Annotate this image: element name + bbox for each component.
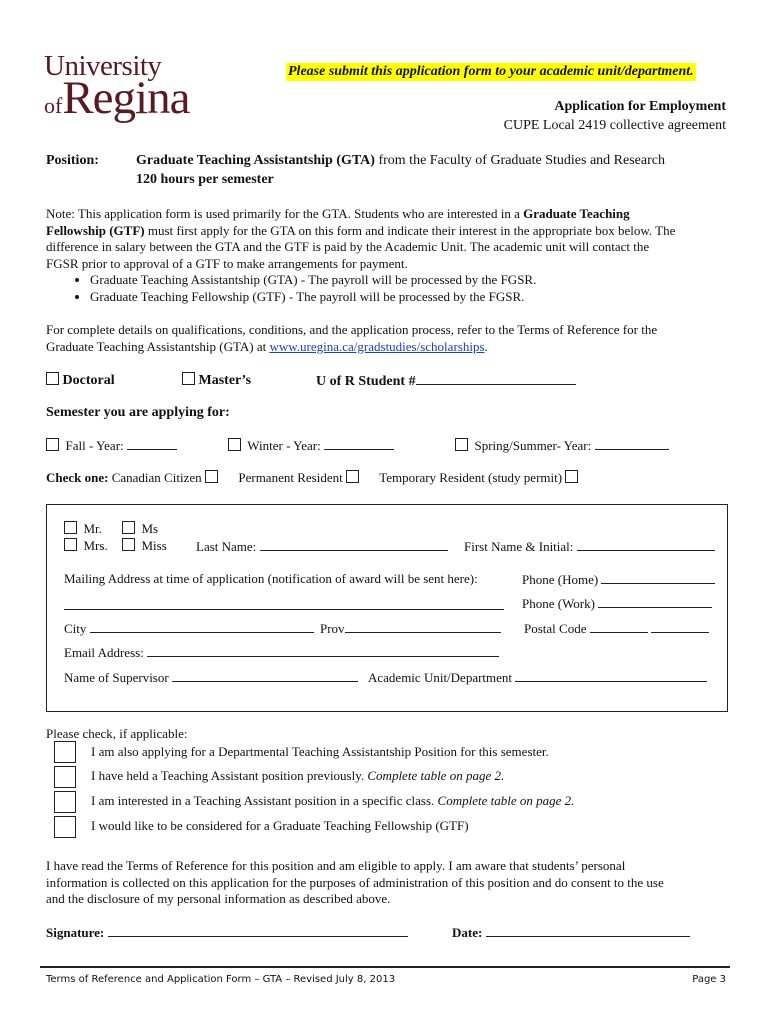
fall-option — [46, 437, 177, 454]
applicable-item-3 — [91, 793, 574, 809]
declaration-line-3: and the disclosure of my personal information as described above. — [46, 891, 391, 906]
applicable-note-3: Complete table on page 2. — [437, 793, 575, 808]
prov-label: Prov — [320, 621, 345, 636]
submit-notice: Please submit this application form to your academic unit/department. — [288, 64, 694, 79]
winter-checkbox[interactable] — [228, 438, 241, 451]
ms-option — [122, 521, 158, 537]
phone-work-field — [522, 595, 712, 612]
fall-year-input[interactable] — [127, 437, 177, 450]
supervisor-field — [64, 669, 358, 686]
spring-label: Spring/Summer- Year: — [474, 438, 592, 453]
applicable-checkbox-4[interactable] — [54, 816, 76, 838]
mr-label: Mr. — [83, 521, 102, 536]
date-field — [452, 924, 690, 941]
prov-field — [320, 620, 501, 637]
mrs-label: Mrs. — [83, 538, 108, 553]
city-input[interactable] — [90, 620, 314, 633]
details-text-2: Graduate Teaching Assistantship (GTA) at — [46, 338, 270, 354]
temporary-checkbox[interactable] — [565, 470, 578, 483]
applicable-checkbox-3[interactable] — [54, 791, 76, 813]
applicable-item-4 — [91, 818, 469, 834]
postal-code-input-1[interactable] — [590, 620, 648, 633]
phone-home-field — [522, 571, 715, 588]
semester-heading: Semester you are applying for: — [46, 405, 230, 420]
spring-checkbox[interactable] — [455, 438, 468, 451]
date-input[interactable] — [486, 924, 690, 937]
doctoral-label: Doctoral — [62, 373, 115, 388]
residency-label: Check one: — [46, 470, 109, 485]
note-gtf-emphasis-2: Fellowship (GTF) — [46, 222, 145, 238]
temporary-label: Temporary Resident (study permit) — [379, 470, 563, 485]
phone-work-label: Phone (Work) — [522, 596, 595, 611]
applicable-text-1: I am also applying for a Departmental Teaching Assistantship Position for this semester. — [91, 744, 549, 759]
academic-unit-input[interactable] — [515, 669, 707, 682]
declaration — [46, 858, 726, 908]
spring-option — [455, 437, 669, 454]
position-hours: 120 hours per semester — [136, 172, 274, 187]
signature-label: Signature: — [46, 925, 105, 940]
last-name-label: Last Name: — [196, 539, 257, 554]
declaration-line-2: information is collected on this application for the purposes of administration of this position and do consent to the use — [46, 874, 664, 890]
fall-checkbox[interactable] — [46, 438, 59, 451]
applicable-text-4: I would like to be considered for a Graduate Teaching Fellowship (GTF) — [91, 818, 469, 833]
footer-text: Terms of Reference and Application Form – GTA – Revised July 8, 2013 — [46, 974, 396, 985]
phone-work-input[interactable] — [598, 595, 712, 608]
signature-input[interactable] — [108, 924, 408, 937]
page-number: Page 3 — [692, 974, 726, 985]
date-label: Date: — [452, 925, 483, 940]
payroll-item-gta: • Graduate Teaching Assistantship (GTA) - The payroll will be processed by the FGSR. — [90, 272, 726, 289]
payroll-list — [46, 272, 726, 305]
miss-label: Miss — [141, 538, 167, 553]
doctoral-option — [46, 372, 115, 389]
mailing-address-input[interactable] — [64, 597, 504, 610]
postal-code-label: Postal Code — [524, 621, 587, 636]
ms-label: Ms — [141, 521, 159, 536]
doctoral-checkbox[interactable] — [46, 372, 59, 385]
applicable-note-2: Complete table on page 2. — [367, 768, 505, 783]
last-name-input[interactable] — [260, 538, 448, 551]
form-title: Application for Employment — [554, 99, 726, 114]
canadian-label: Canadian Citizen — [111, 470, 202, 485]
mrs-checkbox[interactable] — [64, 538, 77, 551]
logo-regina-line — [44, 72, 190, 124]
phone-home-input[interactable] — [601, 571, 715, 584]
postal-code-input-2[interactable] — [651, 620, 709, 633]
miss-option — [122, 538, 167, 554]
student-number-input[interactable] — [416, 372, 576, 385]
position-label: Position: — [46, 153, 99, 168]
permanent-checkbox[interactable] — [346, 470, 359, 483]
details-end: . — [484, 338, 488, 354]
footer-rule — [40, 966, 730, 968]
academic-unit-field — [368, 669, 707, 686]
supervisor-label: Name of Supervisor — [64, 670, 169, 685]
first-name-label: First Name & Initial: — [464, 539, 574, 554]
applicable-text-3: I am interested in a Teaching Assistant position in a specific class. — [91, 793, 438, 808]
masters-label: Master’s — [198, 373, 252, 388]
logo-university-text: University — [44, 50, 162, 82]
form-subtitle: CUPE Local 2419 collective agreement — [503, 118, 726, 133]
note-gtf-emphasis: Graduate Teaching — [523, 206, 630, 221]
residency-row — [46, 470, 578, 486]
note-section — [46, 206, 726, 305]
city-field — [64, 620, 314, 637]
declaration-line-1: I have read the Terms of Reference for this position and am eligible to apply. I am aware that students’ personal — [46, 858, 626, 873]
logo-regina-text: Regina — [62, 72, 190, 124]
postal-code-field — [524, 620, 709, 637]
email-label: Email Address: — [64, 645, 144, 660]
supervisor-input[interactable] — [172, 669, 358, 682]
scholarships-link[interactable]: www.uregina.ca/gradstudies/scholarships — [269, 338, 485, 354]
applicable-checkbox-2[interactable] — [54, 766, 76, 788]
details-section — [46, 322, 726, 355]
academic-unit-label: Academic Unit/Department — [368, 670, 513, 685]
applicable-checkbox-1[interactable] — [54, 741, 76, 763]
canadian-checkbox[interactable] — [205, 470, 218, 483]
applicable-item-1 — [91, 744, 549, 760]
applicable-heading: Please check, if applicable: — [46, 726, 188, 741]
student-number-field — [316, 372, 576, 390]
fall-label: Fall - Year: — [65, 438, 124, 453]
winter-label: Winter - Year: — [247, 438, 321, 453]
masters-checkbox[interactable] — [182, 372, 195, 385]
last-name-field — [196, 538, 448, 555]
note-text-4: FGSR prior to approval of a GTF to make arrangements for payment. — [46, 255, 408, 271]
miss-checkbox[interactable] — [122, 538, 135, 551]
winter-year-input[interactable] — [324, 437, 394, 450]
position-faculty: from the Faculty of Graduate Studies and Research — [378, 153, 665, 168]
mrs-option — [64, 538, 108, 554]
payroll-item-gtf: • Graduate Teaching Fellowship (GTF) - The payroll will be processed by the FGSR. — [90, 289, 726, 306]
applicable-text-2: I have held a Teaching Assistant position previously. — [91, 768, 368, 783]
note-text-3: difference in salary between the GTA and the GTF is paid by the Academic Unit. The academic unit will contact the — [46, 239, 650, 254]
first-name-field — [464, 538, 715, 555]
mr-checkbox[interactable] — [64, 521, 77, 534]
student-number-label: U of R Student # — [316, 374, 416, 389]
winter-option — [228, 437, 394, 454]
note-text-2: must first apply for the GTA on this form and indicate their interest in the appropriate box below. The — [144, 222, 676, 238]
note-text-1: Note: This application form is used primarily for the GTA. Students who are interested in a — [46, 206, 524, 221]
applicable-item-2 — [91, 768, 504, 784]
details-text-1: For complete details on qualifications, conditions, and the application process, refer to the Terms of Reference for the — [46, 322, 658, 337]
position-title-line — [136, 153, 665, 169]
phone-home-label: Phone (Home) — [522, 572, 599, 587]
position-title: Graduate Teaching Assistantship (GTA) — [136, 153, 375, 168]
ms-checkbox[interactable] — [122, 521, 135, 534]
city-label: City — [64, 621, 87, 636]
first-name-input[interactable] — [577, 538, 715, 551]
email-field — [64, 644, 499, 661]
university-logo — [44, 52, 189, 122]
mailing-address-label: Mailing Address at time of application (notification of award will be sent here): — [64, 571, 478, 586]
logo-of-text: of — [44, 93, 63, 118]
signature-field — [46, 924, 408, 941]
mr-option — [64, 521, 102, 537]
permanent-label: Permanent Resident — [238, 470, 343, 485]
prov-input[interactable] — [345, 620, 501, 633]
masters-option — [182, 372, 251, 389]
spring-year-input[interactable] — [595, 437, 669, 450]
email-input[interactable] — [147, 644, 499, 657]
